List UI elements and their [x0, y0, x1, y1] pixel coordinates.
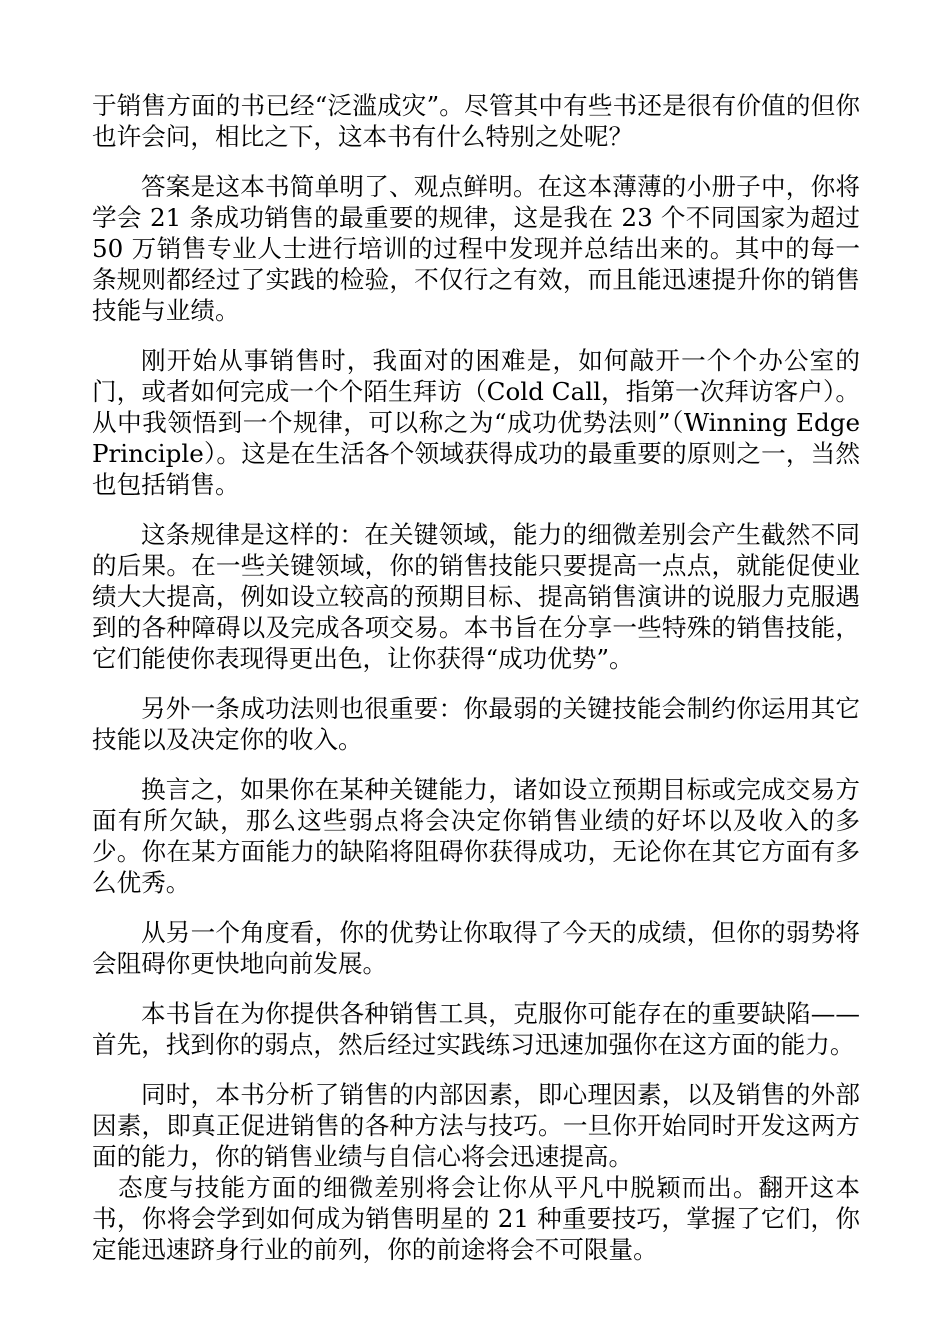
- paragraph-strengths-weaknesses: 从另一个角度看，你的优势让你取得了今天的成绩，但你的弱势将会阻碍你更快地向前发展。: [92, 918, 860, 978]
- paragraph-winning-edge-rule: 这条规律是这样的：在关键领域，能力的细微差别会产生截然不同的后果。在一些关键领域，你的销售技能只要提高一点点，就能促使业绩大大提高，例如设立较高的预期目标、提高销售演讲的说服力克服遇到的各种障碍以及完成各项交易。本书旨在分享一些特殊的销售技能，它们能使你表现得更出色，让你获得“成功优势”。: [92, 520, 860, 673]
- paragraph-book-purpose: 本书旨在为你提供各种销售工具，克服你可能存在的重要缺陷——首先，找到你的弱点，然后经过实践练习迅速加强你在这方面的能力。: [92, 999, 860, 1059]
- paragraph-in-other-words: 换言之，如果你在某种关键能力，诸如设立预期目标或完成交易方面有所欠缺，那么这些弱点将会决定你销售业绩的好坏以及收入的多少。你在某方面能力的缺陷将阻碍你获得成功，无论你在其它方面有多么优秀。: [92, 775, 860, 897]
- document-page: [92, 90, 860, 1265]
- paragraph-intro-continued: 于销售方面的书已经“泛滥成灾”。尽管其中有些书还是很有价值的但你也许会问，相比之下，这本书有什么特别之处呢？: [92, 91, 860, 151]
- paragraph-conclusion: 态度与技能方面的细微差别将会让你从平凡中脱颖而出。翻开这本书，你将会学到如何成为销售明星的 21 种重要技巧，掌握了它们，你定能迅速跻身行业的前列，你的前途将会不可限量。: [92, 1173, 860, 1264]
- paragraph-internal-external: 同时，本书分析了销售的内部因素，即心理因素，以及销售的外部因素，即真正促进销售的各种方法与技巧。一旦你开始同时开发这两方面的能力，你的销售业绩与自信心将会迅速提高。: [92, 1080, 860, 1171]
- paragraph-weakest-skill: 另外一条成功法则也很重要：你最弱的关键技能会制约你运用其它技能以及决定你的收入。: [92, 694, 860, 754]
- paragraph-cold-call: 刚开始从事销售时，我面对的困难是，如何敲开一个个办公室的门，或者如何完成一个个陌生拜访（Cold Call，指第一次拜访客户）。从中我领悟到一个规律，可以称之为“成功优势法则”（Winning Edge Principle）。这是在生活各个领域获得成功的最重要的原则之一，当然也包括销售。: [92, 346, 860, 499]
- paragraph-answer: 答案是这本书简单明了、观点鲜明。在这本薄薄的小册子中，你将学会 21 条成功销售的最重要的规律，这是我在 23 个不同国家为超过 50 万销售专业人士进行培训的过程中发现并总结出来的。其中的每一条规则都经过了实践的检验，不仅行之有效，而且能迅速提升你的销售技能与业绩。: [92, 172, 860, 325]
